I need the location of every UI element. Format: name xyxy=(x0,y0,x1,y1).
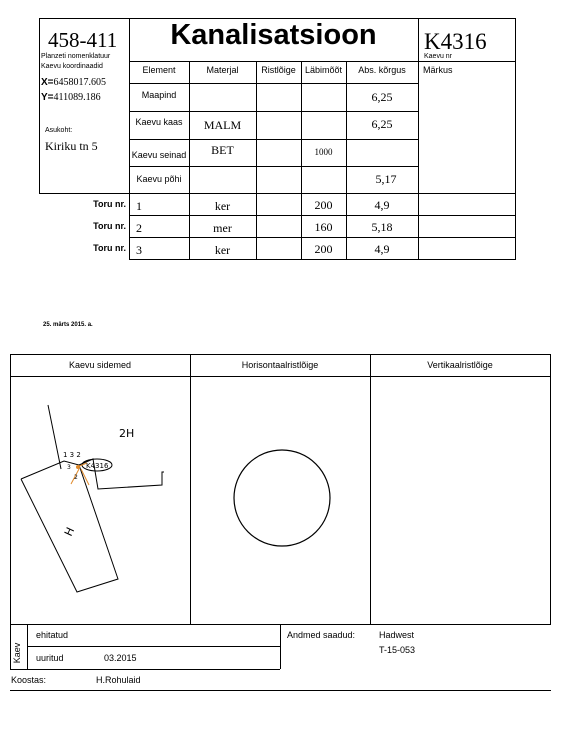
map-pipe-number: 2 xyxy=(74,474,78,481)
pipe-height: 4,9 xyxy=(374,198,390,212)
surveyed-label: uuritud xyxy=(36,653,64,663)
pipe-label: Toru nr. xyxy=(93,243,126,253)
y-coordinate: Y=411089.186 xyxy=(41,92,101,103)
plate-label: Planzeti nomenklatuur xyxy=(41,53,111,60)
well-id-label: Kaevu nr xyxy=(424,53,453,60)
row-material: MALM xyxy=(203,118,242,132)
compiled-label: Koostas: xyxy=(11,675,47,685)
row-diameter: 1000 xyxy=(314,147,333,157)
col-header-notes: Märkus xyxy=(423,65,453,75)
data-from-code: T-15-053 xyxy=(379,645,416,655)
pipe-label: Toru nr. xyxy=(93,199,126,209)
pipe-nr: 3 xyxy=(136,243,142,257)
well-id: K4316 xyxy=(424,29,487,54)
col-header-section: Ristlõige xyxy=(261,65,296,75)
page-title: Kanalisatsioon xyxy=(170,19,377,51)
pipe-diameter: 200 xyxy=(314,198,333,212)
row-material: BET xyxy=(211,143,234,157)
pipe-height: 4,9 xyxy=(374,242,390,256)
pipe-diameter: 160 xyxy=(314,220,333,234)
col-header-height: Abs. kõrgus xyxy=(358,65,406,75)
location-value: Kiriku tn 5 xyxy=(45,139,98,153)
col-header-diameter: Läbimõõt xyxy=(304,65,343,75)
col-header-material: Materjal xyxy=(206,65,239,75)
data-from-value: Hadwest xyxy=(379,630,415,640)
pipe-material: ker xyxy=(214,199,231,213)
x-coordinate: X=6458017.605 xyxy=(41,77,107,88)
pipe-height: 5,18 xyxy=(371,220,393,234)
document-date: 25. märts 2015. a. xyxy=(43,322,93,328)
horizontal-section-drawing xyxy=(191,377,370,624)
row-height: 5,17 xyxy=(375,172,397,186)
row-element: Kaevu kaas xyxy=(135,117,183,127)
map-label-2h: 2H xyxy=(119,427,135,440)
pipe-nr: 1 xyxy=(136,199,142,213)
horizontal-section-title: Horisontaalristlõige xyxy=(241,360,319,370)
row-height: 6,25 xyxy=(371,117,393,131)
pipe-material: ker xyxy=(214,243,231,257)
pipe-label: Toru nr. xyxy=(93,221,126,231)
data-from-label: Andmed saadud: xyxy=(287,630,356,640)
map-pipe-number: 3 xyxy=(67,464,71,471)
well-side-label: Kaev xyxy=(12,642,22,664)
site-sketch xyxy=(11,377,190,624)
location-label: Asukoht: xyxy=(45,127,73,134)
row-element: Kaevu põhi xyxy=(136,174,182,184)
map-well-id: K4316 xyxy=(86,462,109,470)
pipe-diameter: 200 xyxy=(314,242,333,256)
street-line xyxy=(48,405,61,469)
built-label: ehitatud xyxy=(36,630,69,640)
row-element: Maapind xyxy=(141,90,177,100)
row-height: 6,25 xyxy=(371,90,393,104)
well-cross-section xyxy=(234,450,330,546)
surveyed-date: 03.2015 xyxy=(104,653,137,663)
col-header-element: Element xyxy=(142,65,176,75)
building-h-outline xyxy=(21,461,118,592)
coordinates-label: Kaevu koordinaadid xyxy=(41,63,103,70)
compiled-value: H.Rohulaid xyxy=(96,675,141,685)
vertical-section-title: Vertikaalristlõige xyxy=(427,360,493,370)
row-element: Kaevu seinad xyxy=(131,150,187,160)
connections-title: Kaevu sidemed xyxy=(68,360,132,370)
map-pipe-numbers: 1 3 2 xyxy=(63,451,81,459)
map-label-h: H xyxy=(61,525,78,539)
plate-number: 458-411 xyxy=(48,28,118,52)
well-dot xyxy=(76,465,80,469)
pipe-nr: 2 xyxy=(136,221,142,235)
pipe-material: mer xyxy=(213,221,232,235)
